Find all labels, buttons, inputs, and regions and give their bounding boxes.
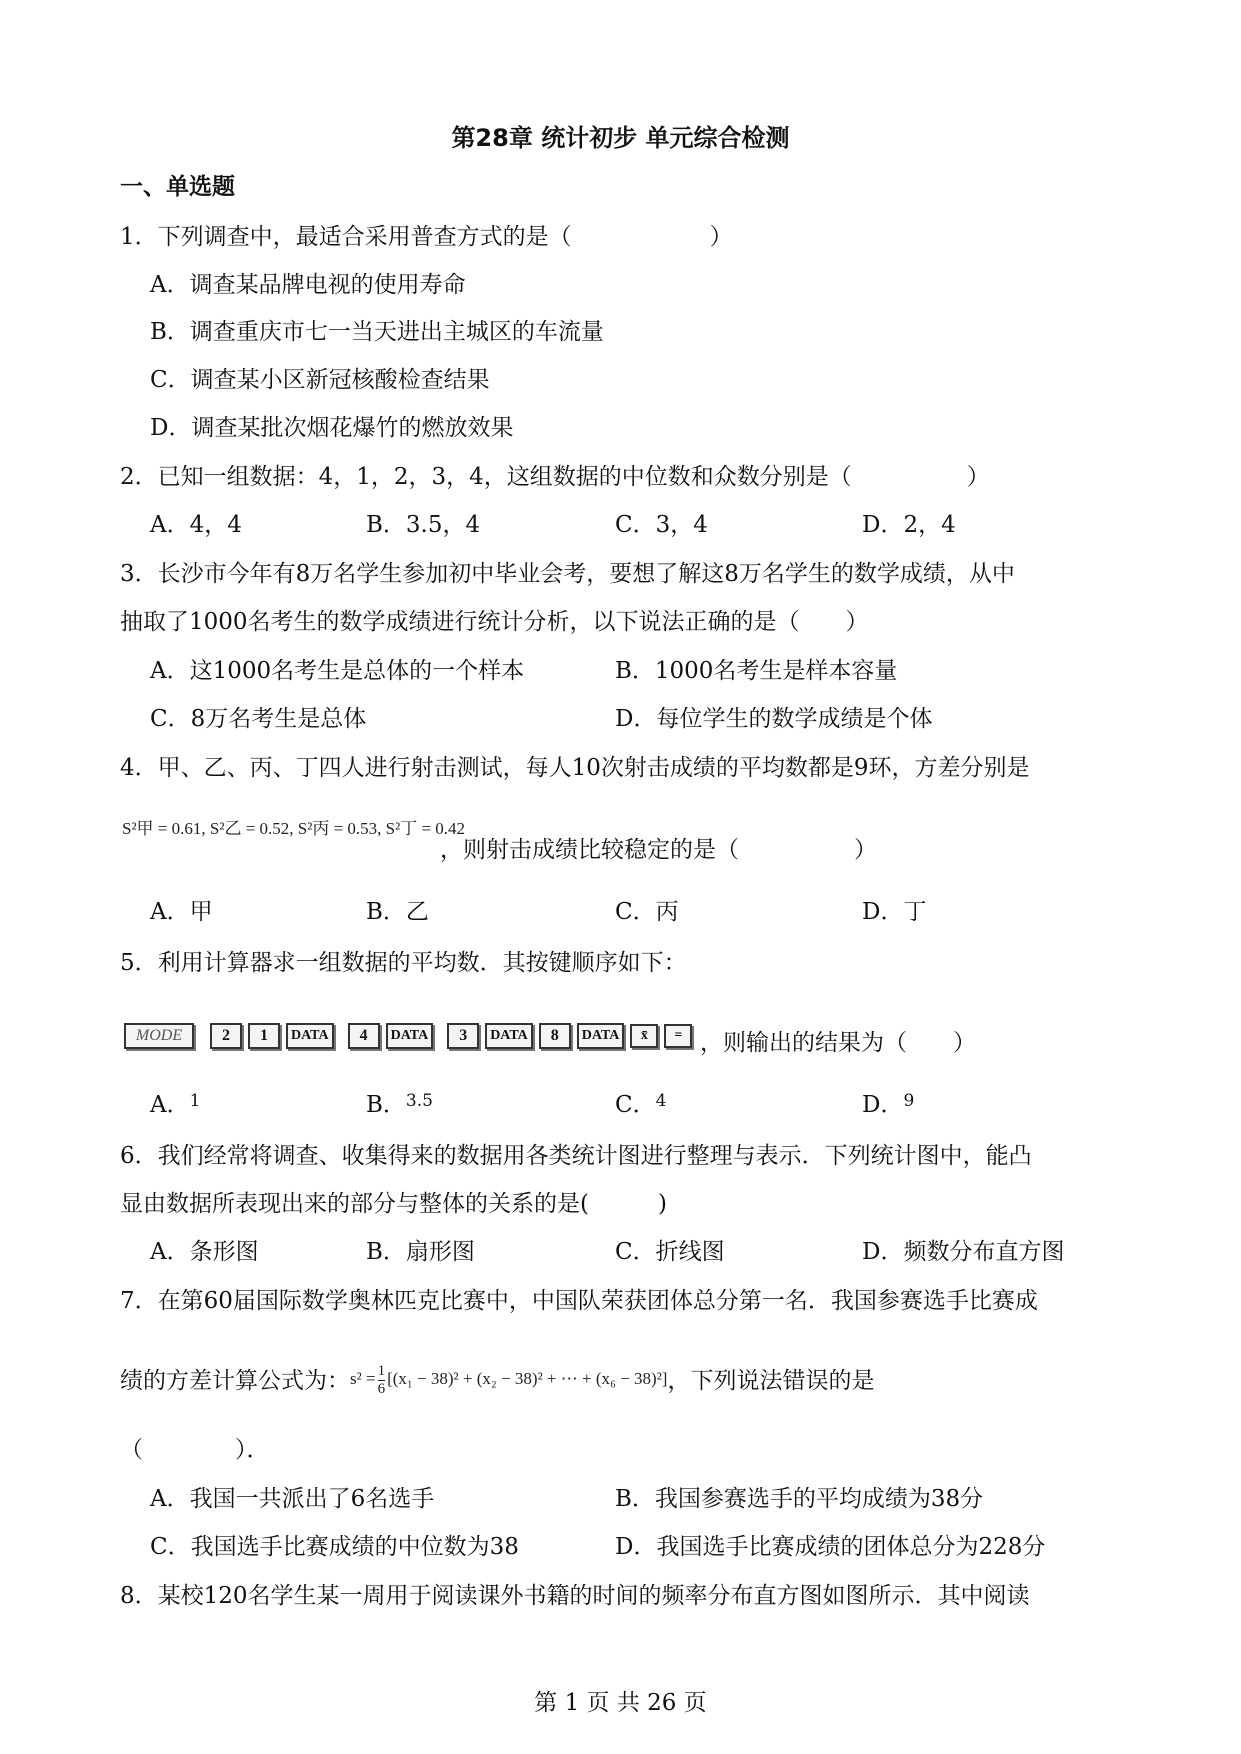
question-3-option-a: A．这1000名考生是总体的一个样本	[150, 658, 525, 684]
option-value: 4	[655, 1091, 667, 1111]
question-1-option-d: D．调查某批次烟花爆竹的燃放效果	[150, 415, 514, 441]
fraction	[378, 1363, 386, 1398]
equation-lhs: s² =	[350, 1369, 376, 1388]
question-6-option-a: A．条形图	[150, 1239, 259, 1265]
option-label: D．	[862, 1092, 904, 1118]
equation-rhs: [(x₁ − 38)² + (x₂ − 38)² + ⋯ + (x₆ − 38)²]	[387, 1369, 668, 1388]
question-4-option-d: D．丁	[862, 899, 927, 925]
key-1: 1	[248, 1023, 280, 1049]
question-5-option-c	[615, 1086, 666, 1119]
question-7-option-c: C．我国选手比赛成绩的中位数为38	[150, 1534, 519, 1560]
variance-equation	[350, 1362, 668, 1397]
question-5-stem: 5．利用计算器求一组数据的平均数．其按键顺序如下：	[120, 950, 687, 976]
question-5-option-d	[862, 1086, 914, 1119]
question-3-stem-line1: 3．长沙市今年有8万名学生参加初中毕业会考，要想了解这8万名学生的数学成绩，从中	[120, 561, 1015, 587]
option-label: A．	[150, 1092, 190, 1118]
question-4-stem-line2: ，则射击成绩比较稳定的是（ ）	[440, 837, 877, 863]
question-7-option-d: D．我国选手比赛成绩的团体总分为228分	[615, 1534, 1046, 1560]
calculator-key-sequence	[124, 1021, 692, 1051]
question-7-stem-line2	[120, 1362, 874, 1402]
option-label: C．	[615, 1092, 656, 1118]
question-6-stem-line1: 6．我们经常将调查、收集得来的数据用各类统计图进行整理与表示．下列统计图中，能凸	[120, 1143, 1032, 1169]
question-2-option-d: D．2，4	[862, 512, 956, 538]
question-2-option-b: B．3.5，4	[366, 512, 481, 538]
variance-formula: S²甲 = 0.61, S²乙 = 0.52, S²丙 = 0.53, S²丁 = 0.42	[122, 819, 466, 838]
question-3-option-d: D．每位学生的数学成绩是个体	[615, 706, 933, 732]
data-key: DATA	[485, 1023, 533, 1049]
question-3-option-c: C．8万名考生是总体	[150, 706, 367, 732]
option-value: 3.5	[405, 1091, 433, 1111]
question-7-option-b: B．我国参赛选手的平均成绩为38分	[615, 1486, 984, 1512]
question-6-option-b: B．扇形图	[366, 1239, 475, 1265]
section-heading: 一、单选题	[120, 174, 235, 200]
question-4-stem-line1: 4．甲、乙、丙、丁四人进行射击测试，每人10次射击成绩的平均数都是9环，方差分别是	[120, 755, 1030, 781]
question-1-option-c: C．调查某小区新冠核酸检查结果	[150, 367, 490, 393]
question-1-stem: 1．下列调查中，最适合采用普查方式的是（ ）	[120, 224, 733, 250]
data-key: DATA	[386, 1023, 434, 1049]
option-value: 1	[189, 1091, 201, 1111]
question-1-option-b: B．调查重庆市七一当天进出主城区的车流量	[150, 319, 604, 345]
question-4-option-a: A．甲	[150, 899, 213, 925]
question-5-option-b	[366, 1086, 433, 1119]
page-footer: 第 1 页 共 26 页	[534, 1690, 707, 1716]
question-7-stem-lead: 绩的方差计算公式为：	[120, 1368, 350, 1394]
equals-key: =	[664, 1024, 692, 1048]
question-4-option-c: C．丙	[615, 899, 679, 925]
question-3-stem-line2: 抽取了1000名考生的数学成绩进行统计分析，以下说法正确的是（ ）	[120, 609, 869, 635]
fraction-numerator: 1	[377, 1362, 386, 1379]
data-key: DATA	[577, 1023, 625, 1049]
mode-key: MODE	[124, 1023, 194, 1049]
mean-key: x̄	[630, 1024, 658, 1048]
key-2: 2	[210, 1023, 242, 1049]
fraction-denominator: 6	[377, 1380, 386, 1397]
question-4-option-b: B．乙	[366, 899, 429, 925]
question-2-stem: 2．已知一组数据：4，1，2，3，4，这组数据的中位数和众数分别是（ ）	[120, 464, 990, 490]
page-title: 第28章 统计初步 单元综合检测	[451, 124, 790, 152]
question-2-option-c: C．3，4	[615, 512, 708, 538]
question-8-stem: 8．某校120名学生某一周用于阅读课外书籍的时间的频率分布直方图如图所示．其中阅读	[120, 1583, 1030, 1609]
question-3-option-b: B．1000名考生是样本容量	[615, 658, 898, 684]
question-6-option-c: C．折线图	[615, 1239, 725, 1265]
key-3: 3	[447, 1023, 479, 1049]
question-7-stem-line3: （ ）．	[120, 1437, 270, 1463]
question-7-stem-tail: ，下列说法错误的是	[667, 1368, 875, 1394]
question-5-option-a	[150, 1086, 200, 1119]
data-key: DATA	[286, 1023, 334, 1049]
option-label: B．	[366, 1092, 406, 1118]
question-6-stem-line2: 显由数据所表现出来的部分与整体的关系的是( )	[120, 1191, 667, 1217]
key-8: 8	[539, 1023, 571, 1049]
key-4: 4	[348, 1023, 380, 1049]
question-1-option-a: A．调查某品牌电视的使用寿命	[150, 272, 466, 298]
option-value: 9	[903, 1091, 915, 1111]
question-7-stem-line1: 7．在第60届国际数学奥林匹克比赛中，中国队荣获团体总分第一名．我国参赛选手比赛成	[120, 1288, 1038, 1314]
question-5-stem-line2: ，则输出的结果为（ ）	[700, 1030, 976, 1056]
question-6-option-d: D．频数分布直方图	[862, 1239, 1065, 1265]
question-7-option-a: A．我国一共派出了6名选手	[150, 1486, 435, 1512]
question-2-option-a: A．4，4	[150, 512, 242, 538]
